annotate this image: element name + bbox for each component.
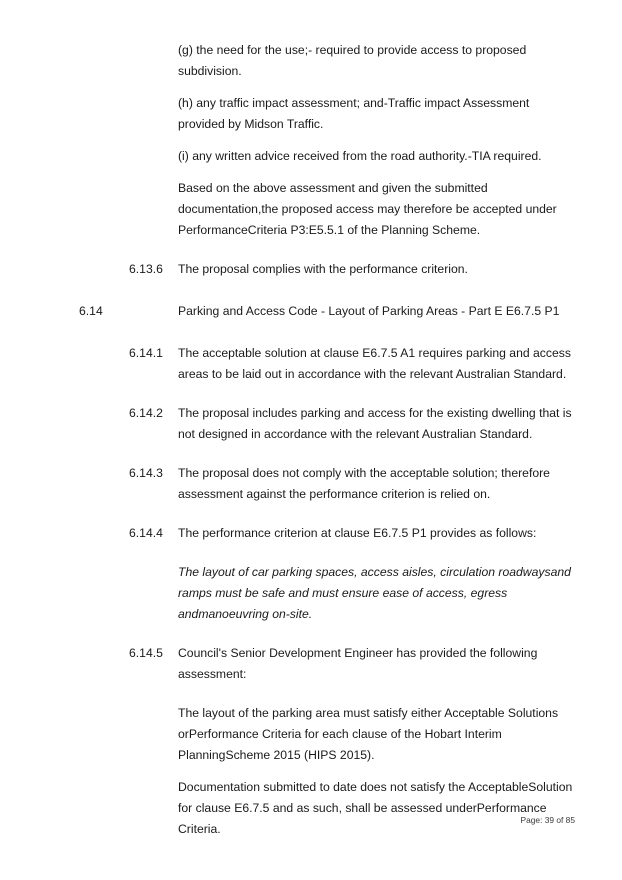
paragraph-text	[178, 706, 558, 762]
paragraph-text	[178, 643, 575, 685]
paragraph-gap	[0, 385, 622, 403]
paragraph-text	[178, 301, 575, 322]
text-line: -Traffic impact Assessment provided by Midson Traffic.	[178, 96, 530, 131]
clause-number: 6.14.3	[129, 466, 163, 480]
paragraph-gap	[0, 167, 622, 178]
paragraph-gap	[0, 280, 622, 301]
text-line: The proposal complies with the performance criterion.	[178, 262, 468, 276]
body-paragraph	[0, 40, 622, 82]
clause-6-13-6	[0, 259, 622, 280]
clause-6-14	[0, 301, 622, 322]
clause-number: 6.14.1	[129, 346, 163, 360]
page-footer	[0, 814, 622, 826]
text-line: The layout of car parking spaces, access aisles, circulation roadways	[178, 565, 551, 579]
paragraph-text	[178, 149, 542, 163]
paragraph-text	[178, 780, 572, 836]
paragraph-gap	[0, 685, 622, 703]
clause-6-14-5	[0, 643, 622, 685]
paragraph-gap	[0, 82, 622, 93]
text-line: The acceptable solution at clause E6.7.5 A1 requires parking and access	[178, 346, 571, 360]
text-line: Criteria P3:E5.5.1 of the Planning Scheme.	[247, 223, 481, 237]
body-paragraph	[0, 703, 622, 766]
text-line: Based on the above assessment and given the submitted documentation,	[178, 181, 488, 216]
text-line: Performance Criteria for each clause of the Hobart Interim Planning	[178, 727, 502, 762]
clause-number: 6.13.6	[129, 262, 163, 276]
paragraph-text	[178, 463, 575, 505]
paragraph-text	[178, 96, 529, 131]
text-line: The proposal includes parking and access for the existing dwelling that is	[178, 406, 572, 420]
text-line: Scheme 2015 (HIPS 2015).	[225, 748, 375, 762]
text-line: - required to provide access to proposed subdivision.	[178, 43, 527, 78]
body-paragraph	[0, 93, 622, 135]
clause-number: 6.14.5	[129, 646, 163, 660]
paragraph-text	[178, 43, 526, 78]
text-line: assessment against the performance criterion is relied on.	[178, 487, 491, 501]
clause-number: 6.14.2	[129, 406, 163, 420]
text-line: The proposal does not comply with the acceptable solution; therefore	[178, 466, 550, 480]
text-line: (h) any traffic impact assessment; and	[178, 96, 384, 110]
clause-6-14-4	[0, 523, 622, 544]
quoted-criterion	[0, 562, 622, 625]
text-line: Documentation submitted to date does not satisfy the Acceptable	[178, 780, 529, 794]
clause-number: 6.14	[79, 304, 103, 318]
text-line: -TIA required.	[467, 149, 542, 163]
text-line: Performance Criteria.	[178, 801, 547, 836]
body-paragraph	[0, 777, 622, 840]
text-line: The layout of the parking area must satisfy either Acceptable Solutions or	[178, 706, 559, 741]
text-line: the proposed access may therefore be accepted under Performance	[178, 202, 557, 237]
clause-6-14-2	[0, 403, 622, 445]
clause-6-14-3	[0, 463, 622, 505]
paragraph-gap	[0, 505, 622, 523]
paragraph-gap	[0, 766, 622, 777]
paragraph-text	[178, 565, 571, 621]
text-line: not designed in accordance with the relevant Australian Standard.	[178, 427, 533, 441]
text-line: manoeuvring on-site.	[198, 607, 313, 621]
text-line: assessment:	[178, 667, 247, 681]
paragraph-text	[178, 403, 575, 445]
text-line: areas to be laid out in accordance with the relevant Australian Standard.	[178, 367, 567, 381]
paragraph-gap	[0, 241, 622, 259]
text-line: Solution for clause E6.7.5 and as such, shall be assessed under	[178, 780, 573, 815]
text-line: (i) any written advice received from the road authority.	[178, 149, 468, 163]
paragraph-text	[178, 259, 575, 280]
clause-number: 6.14.4	[129, 526, 163, 540]
paragraph-text	[178, 523, 575, 544]
text-line: Council's Senior Development Engineer has provided the following	[178, 646, 538, 660]
paragraph-text	[178, 181, 557, 237]
paragraph-gap	[0, 135, 622, 146]
body-paragraph	[0, 178, 622, 241]
text-line: The performance criterion at clause E6.7.5 P1 provides as follows:	[178, 526, 537, 540]
paragraph-gap	[0, 544, 622, 562]
body-paragraph	[0, 146, 622, 167]
text-line: Parking and Access Code - Layout of Parking Areas - Part E E6.7.5 P1	[178, 304, 560, 318]
paragraph-gap	[0, 445, 622, 463]
page-number-label: Page: 39 of 85	[520, 815, 575, 825]
clause-6-14-1	[0, 343, 622, 385]
text-line: and ramps must be safe and must ensure ease of access, egress and	[178, 565, 571, 621]
paragraph-text	[178, 343, 575, 385]
text-line: (g) the need for the use;	[178, 43, 309, 57]
paragraph-gap	[0, 625, 622, 643]
paragraph-gap	[0, 322, 622, 343]
document-body	[0, 40, 622, 840]
